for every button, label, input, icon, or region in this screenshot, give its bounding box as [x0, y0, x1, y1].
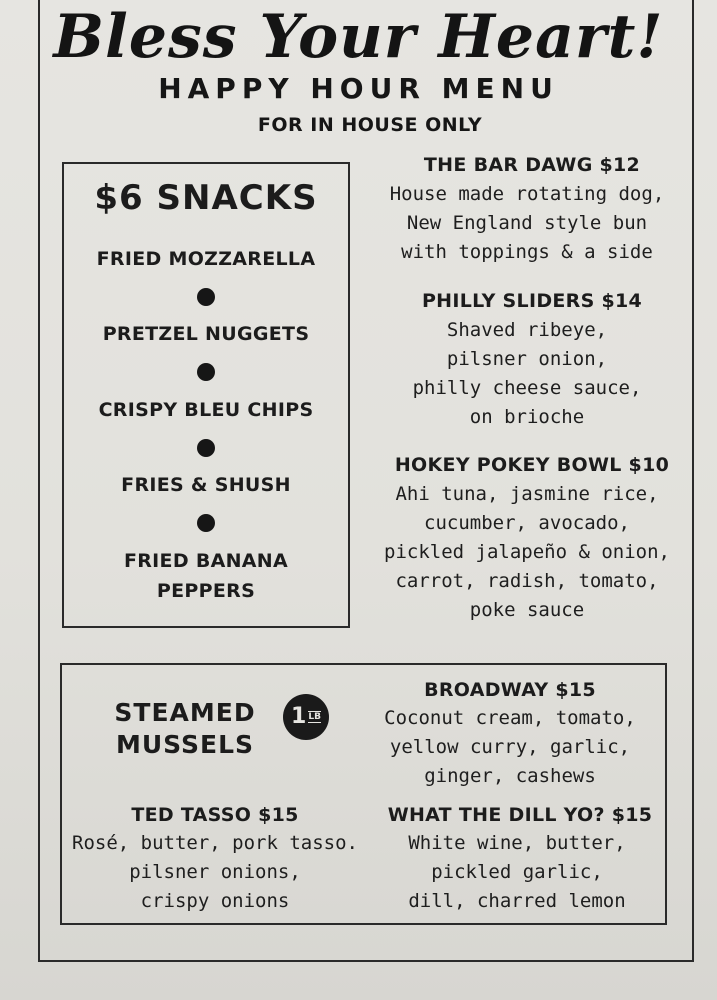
broadway-desc: Coconut cream, tomato, yellow curry, garlic, ginger, cashews: [384, 707, 636, 787]
hokey-pokey-title: HOKEY POKEY BOWL $10: [394, 454, 670, 476]
hokey-pokey-desc: Ahi tuna, jasmine rice, cucumber, avocado, pickled jalapeño & onion, carrot, radish, tomato, poke sauce: [384, 483, 670, 621]
ted-tasso-desc: Rosé, butter, pork tasso. pilsner onions, crispy onions: [72, 832, 358, 912]
snack-item: FRIED BANANA PEPPERS: [123, 550, 289, 602]
what-the-dill-title: WHAT THE DILL YO? $15: [387, 804, 653, 826]
menu-title: Bless Your Heart!: [53, 2, 664, 72]
bar-dawg-title: THE BAR DAWG $12: [423, 154, 641, 176]
broadway-title: BROADWAY $15: [424, 679, 596, 701]
badge-number: 1: [291, 704, 307, 729]
bullet-dot: [197, 514, 215, 532]
philly-sliders-title: PHILLY SLIDERS $14: [421, 290, 643, 312]
snack-item: CRISPY BLEU CHIPS: [98, 399, 314, 421]
bar-dawg-desc: House made rotating dog, New England style bun with toppings & a side: [389, 183, 665, 263]
snack-item: FRIES & SHUSH: [121, 474, 291, 496]
mussels-heading: STEAMED MUSSELS: [114, 698, 256, 759]
one-pound-badge: [283, 694, 329, 740]
badge-unit: LB: [308, 712, 321, 722]
bullet-dot: [197, 363, 215, 381]
in-house-note: FOR IN HOUSE ONLY: [257, 114, 483, 136]
menu-subtitle: HAPPY HOUR MENU: [158, 72, 559, 105]
what-the-dill-desc: White wine, butter, pickled garlic, dill, charred lemon: [408, 832, 626, 912]
ted-tasso-title: TED TASSO $15: [131, 804, 299, 826]
snacks-heading: $6 SNACKS: [94, 178, 318, 218]
bullet-dot: [197, 288, 215, 306]
bullet-dot: [197, 439, 215, 457]
snack-item: FRIED MOZZARELLA: [96, 248, 316, 270]
philly-sliders-desc: Shaved ribeye, pilsner onion, philly cheese sauce, on brioche: [412, 319, 642, 428]
snack-item: PRETZEL NUGGETS: [102, 323, 310, 345]
